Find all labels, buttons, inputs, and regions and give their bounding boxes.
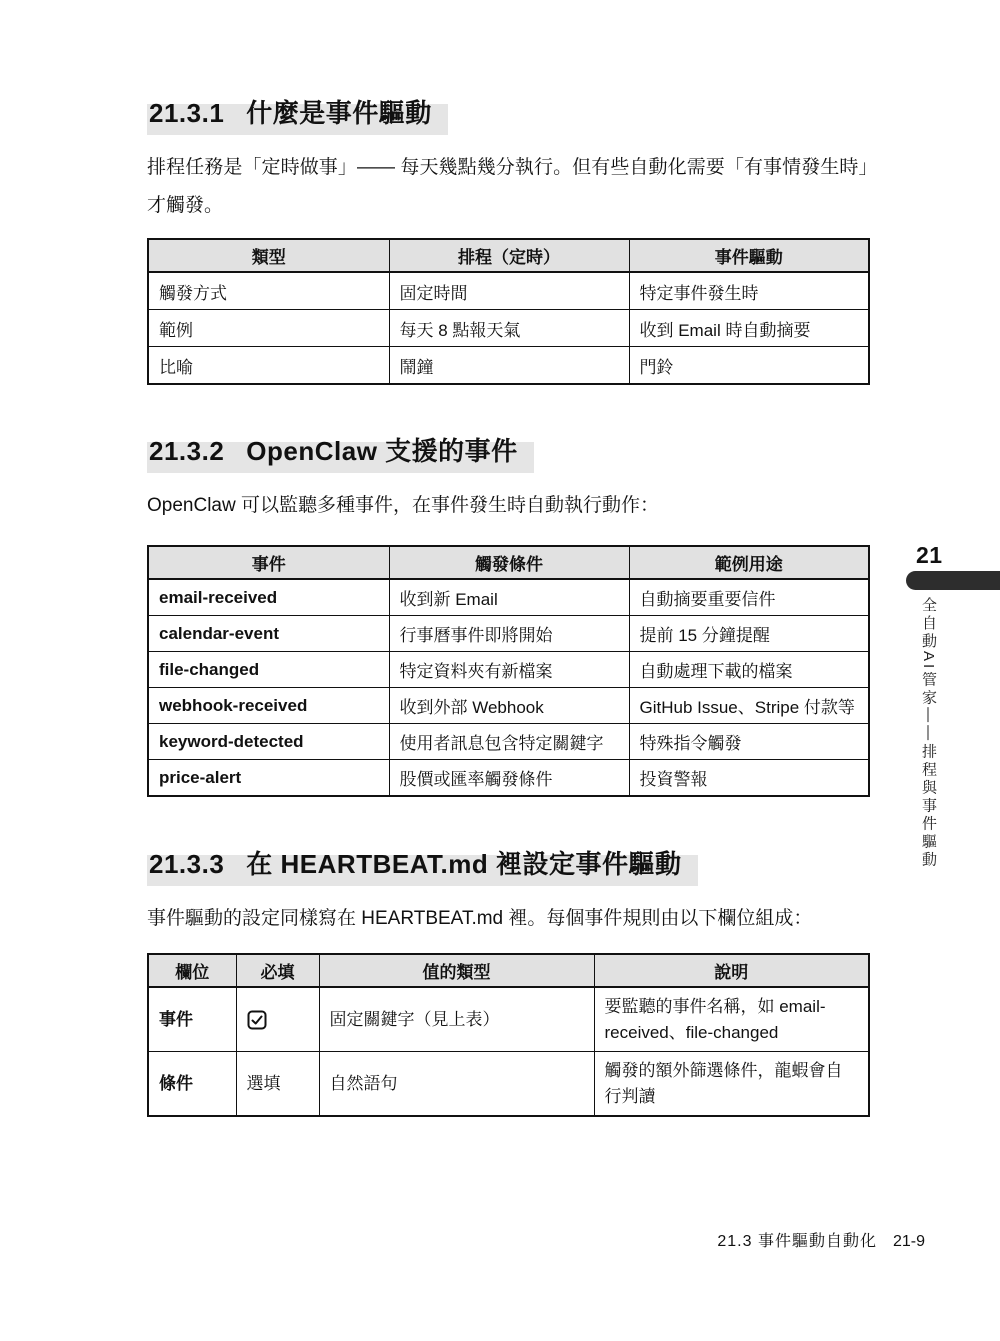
section-heading-21-3-2	[147, 434, 534, 473]
section-number: 21.3.2	[149, 436, 225, 466]
supported-events-table	[147, 545, 870, 797]
section-heading-21-3-3	[147, 847, 698, 886]
table-cell: 特殊指令觸發	[629, 724, 869, 760]
table-cell: GitHub Issue、Stripe 付款等	[629, 688, 869, 724]
required-cell	[236, 987, 319, 1052]
section-number: 21.3.1	[149, 98, 225, 128]
event-name-cell: price-alert	[148, 760, 389, 797]
table-row	[148, 688, 869, 724]
event-name-cell: webhook-received	[148, 688, 389, 724]
table-cell: 收到 Email 時自動摘要	[629, 310, 869, 347]
column-header: 事件驅動	[629, 239, 869, 272]
column-header: 事件	[148, 546, 389, 579]
required-cell: 選填	[236, 1052, 319, 1117]
column-header: 值的類型	[319, 954, 594, 987]
table-row	[148, 347, 869, 385]
table-header-row	[148, 546, 869, 579]
table-row	[148, 1052, 869, 1117]
table-cell: 觸發方式	[148, 272, 389, 310]
column-header: 必填	[236, 954, 319, 987]
table-cell: 特定事件發生時	[629, 272, 869, 310]
table-cell: 使用者訊息包含特定關鍵字	[389, 724, 629, 760]
schedule-vs-event-table	[147, 238, 870, 385]
table-cell: 固定時間	[389, 272, 629, 310]
table-row	[148, 579, 869, 616]
table-row	[148, 652, 869, 688]
table-cell: 收到外部 Webhook	[389, 688, 629, 724]
chapter-tab-bar	[906, 571, 1000, 590]
checkbox-checked-icon	[247, 1010, 267, 1030]
section-number: 21.3.3	[149, 849, 225, 879]
table-header-row	[148, 954, 869, 987]
event-name-cell: keyword-detected	[148, 724, 389, 760]
table-cell: 鬧鐘	[389, 347, 629, 385]
chapter-number: 21	[916, 542, 943, 568]
table-cell: 比喻	[148, 347, 389, 385]
column-header: 範例用途	[629, 546, 869, 579]
field-name-cell: 事件	[148, 987, 236, 1052]
paragraph-21-3-3: 事件驅動的設定同樣寫在 HEARTBEAT.md 裡。每個事件規則由以下欄位組成：	[147, 908, 813, 929]
event-name-cell: calendar-event	[148, 616, 389, 652]
table-row	[148, 987, 869, 1052]
section-heading-21-3-1	[147, 96, 448, 135]
table-cell: 自動摘要重要信件	[629, 579, 869, 616]
table-cell: 自然語句	[319, 1052, 594, 1117]
event-rule-fields-table	[147, 953, 870, 1117]
table-row	[148, 272, 869, 310]
table-cell: 固定關鍵字（見上表）	[319, 987, 594, 1052]
table-cell: 特定資料夾有新檔案	[389, 652, 629, 688]
table-cell: 股價或匯率觸發條件	[389, 760, 629, 797]
event-name-cell: file-changed	[148, 652, 389, 688]
footer-section-label: 21.3 事件驅動自動化	[717, 1233, 877, 1250]
paragraph-21-3-2: OpenClaw 可以監聽多種事件，在事件發生時自動執行動作：	[147, 495, 659, 516]
table-cell: 提前 15 分鐘提醒	[629, 616, 869, 652]
column-header: 排程（定時）	[389, 239, 629, 272]
column-header: 欄位	[148, 954, 236, 987]
table-header-row	[148, 239, 869, 272]
table-cell: 收到新 Email	[389, 579, 629, 616]
page-content	[147, 0, 868, 1117]
paragraph-21-3-1: 排程任務是「定時做事」—— 每天幾點幾分執行。但有些自動化需要「有事情發生時」才觸發。	[147, 157, 868, 216]
table-cell: 觸發的額外篩選條件，龍蝦會自行判讀	[594, 1052, 869, 1117]
table-row	[148, 310, 869, 347]
table-cell: 門鈴	[629, 347, 869, 385]
table-cell: 行事曆事件即將開始	[389, 616, 629, 652]
section-title: 在 HEARTBEAT.md 裡設定事件驅動	[246, 849, 682, 879]
section-title: OpenClaw 支援的事件	[246, 436, 518, 466]
table-cell: 每天 8 點報天氣	[389, 310, 629, 347]
column-header: 類型	[148, 239, 389, 272]
table-cell: 範例	[148, 310, 389, 347]
footer-page-number: 21-9	[892, 1233, 925, 1250]
field-name-cell: 條件	[148, 1052, 236, 1117]
section-title: 什麼是事件驅動	[246, 98, 432, 128]
table-row	[148, 760, 869, 797]
event-name-cell: email-received	[148, 579, 389, 616]
page-footer	[717, 1228, 925, 1251]
table-cell: 自動處理下載的檔案	[629, 652, 869, 688]
chapter-title-vertical: 全自動AI管家——排程與事件驅動	[920, 597, 937, 870]
column-header: 觸發條件	[389, 546, 629, 579]
column-header: 說明	[594, 954, 869, 987]
table-cell: 要監聽的事件名稱，如 email-received、file-changed	[594, 987, 869, 1052]
table-row	[148, 724, 869, 760]
table-row	[148, 616, 869, 652]
table-cell: 投資警報	[629, 760, 869, 797]
